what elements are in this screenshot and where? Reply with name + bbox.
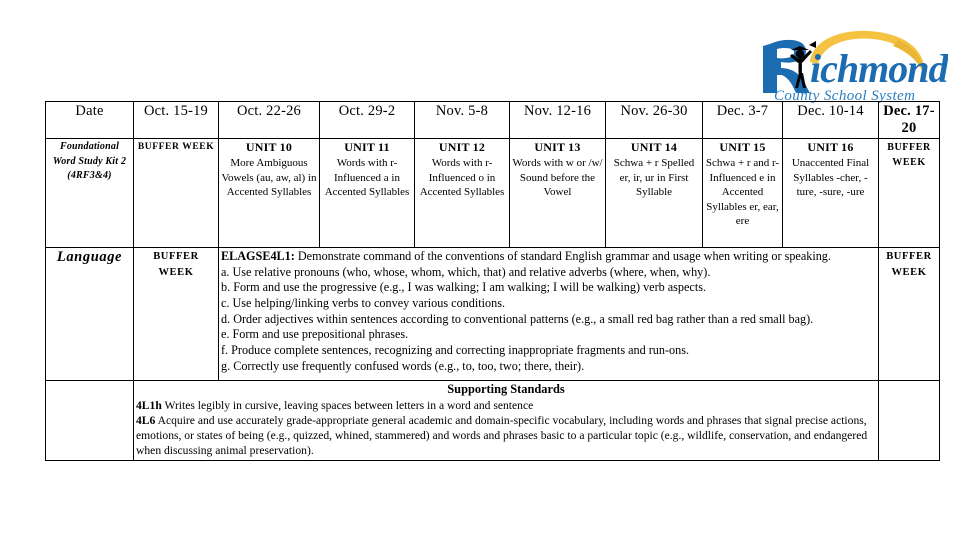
substandard-f: f. Produce complete sentences, recognizing and correcting inappropriate fragments and run-ons.: [221, 343, 690, 358]
supporting-spacer-right: [879, 381, 940, 461]
foundational-unit-16: [783, 139, 879, 248]
header-week-nov-5-8: Nov. 5-8: [415, 102, 510, 139]
svg-text:ichmond: ichmond: [810, 46, 948, 91]
unit-15-desc: Schwa + r and r-Influenced e in Accented Syllables er, ear, ere: [705, 156, 780, 228]
standard-code: ELAGSE4L1:: [221, 249, 295, 263]
unit-12-title: UNIT 12: [438, 140, 486, 154]
unit-16-desc: Unaccented Final Syllables -cher, -ture, -sure, -ure: [791, 156, 870, 199]
unit-10-title: UNIT 10: [245, 140, 293, 154]
unit-11-desc: Words with r-Influenced a in Accented Syllables: [324, 156, 410, 199]
supporting-standards-title: Supporting Standards: [447, 382, 565, 396]
header-week-nov-26-30: Nov. 26-30: [606, 102, 703, 139]
header-week-oct-15-19: Oct. 15-19: [134, 102, 219, 139]
row-label-foundational: [46, 139, 134, 248]
foundational-row: [46, 139, 940, 248]
foundational-unit-12: [415, 139, 510, 248]
foundational-label-line1: Foundational: [59, 141, 120, 152]
substandard-d: d. Order adjectives within sentences according to conventional patterns (e.g., a small red bag rather than a red small bag).: [221, 311, 814, 326]
substandard-b: b. Form and use the progressive (e.g., I was walking; I am walking; I will be walking) verb aspects.: [221, 280, 707, 295]
foundational-unit-15: [703, 139, 783, 248]
language-row: [46, 248, 940, 381]
foundational-unit-10: [219, 139, 320, 248]
header-week-dec-3-7: Dec. 3-7: [703, 102, 783, 139]
language-buffer-week-left: BUFFER WEEK: [134, 248, 219, 381]
substandard-g: g. Correctly use frequently confused words (e.g., to, too, two; there, their).: [221, 358, 585, 373]
svg-text:County School System: County School System: [774, 88, 916, 104]
supporting-text-4l1h: Writes legibly in cursive, leaving spaces between letters in a word and sentence: [161, 398, 534, 412]
richmond-county-school-system-logo: [748, 22, 948, 104]
substandard-a: a. Use relative pronouns (who, whose, whom, which, that) and relative adverbs (where, when, why).: [221, 264, 711, 279]
supporting-text-4l6: Acquire and use accurately grade-appropriate general academic and domain-specific vocabulary, including words and phrases that signal precise actions, emotions, or states of being (e.g., quizzed, whined, stammered) and words and phrases basic to a particular topic (e.g., wildlife, conservation, and endangered when discussing animal preservation).: [136, 413, 868, 457]
unit-15-title: UNIT 15: [719, 140, 766, 154]
standard-stem: Demonstrate command of the conventions of standard English grammar and usage when writing or speaking.: [294, 249, 831, 263]
header-week-dec-17-20: Dec. 17-20: [879, 102, 940, 139]
language-buffer-week-right: BUFFER WEEK: [879, 248, 940, 381]
foundational-buffer-week-left: BUFFER WEEK: [134, 139, 219, 248]
supporting-item-4l1h: [136, 399, 876, 414]
substandard-c: c. Use helping/linking verbs to convey various conditions.: [221, 296, 505, 311]
header-week-nov-12-16: Nov. 12-16: [510, 102, 606, 139]
foundational-unit-14: [606, 139, 703, 248]
supporting-standards-cell: [134, 381, 879, 461]
foundational-label-line3: (4RF3&4): [67, 170, 112, 181]
supporting-spacer: [46, 381, 134, 461]
table-header-row: [46, 102, 940, 139]
curriculum-pacing-table: [45, 101, 940, 461]
unit-14-title: UNIT 14: [630, 140, 678, 154]
unit-16-title: UNIT 16: [807, 140, 854, 154]
supporting-item-4l6: [136, 414, 876, 459]
unit-12-desc: Words with r-Influenced o in Accented Syllables: [419, 156, 505, 199]
supporting-code-4l1h: 4L1h: [136, 398, 162, 412]
unit-11-title: UNIT 11: [344, 140, 390, 154]
foundational-buffer-week-right: BUFFER WEEK: [879, 139, 940, 248]
unit-13-title: UNIT 13: [534, 140, 581, 154]
unit-10-desc: More Ambiguous Vowels (au, aw, al) in Accented Syllables: [221, 156, 317, 199]
header-week-oct-22-26: Oct. 22-26: [219, 102, 320, 139]
header-week-dec-10-14: Dec. 10-14: [783, 102, 879, 139]
foundational-label-line2: Word Study Kit 2: [52, 155, 127, 167]
substandard-e: e. Form and use prepositional phrases.: [221, 327, 409, 342]
header-date: Date: [46, 102, 134, 139]
foundational-unit-13: [510, 139, 606, 248]
foundational-unit-11: [320, 139, 415, 248]
header-week-oct-29-2: Oct. 29-2: [320, 102, 415, 139]
row-label-language: Language: [46, 248, 134, 381]
standard-elagse4l1: [221, 249, 876, 265]
unit-13-desc: Words with w or /w/ Sound before the Vowel: [512, 156, 603, 199]
supporting-standards-row: [46, 381, 940, 461]
unit-14-desc: Schwa + r Spelled er, ir, ur in First Syllable: [613, 156, 695, 199]
language-standards-cell: [219, 248, 879, 381]
supporting-code-4l6: 4L6: [136, 413, 156, 427]
